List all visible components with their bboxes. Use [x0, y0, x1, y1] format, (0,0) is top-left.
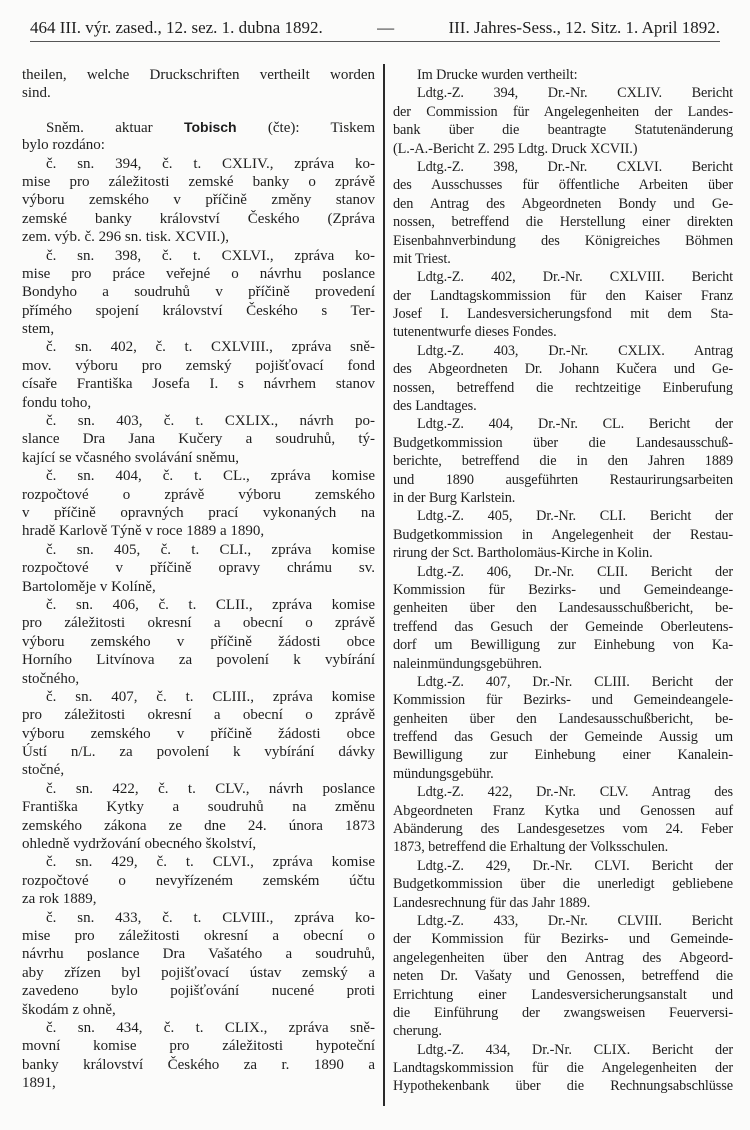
text-line: Kommission für Bezirks- und Gemeindeangele-: [393, 692, 733, 709]
header-czech-session: III. výr. zased., 12. sez. 1. dubna 1892.: [59, 18, 323, 37]
paragraph: [22, 155, 375, 247]
paragraph: [22, 412, 375, 467]
paragraph: [22, 541, 375, 596]
text-line: Bewilligung zur Einhebung einer Kanalein-: [393, 747, 733, 764]
text-line: rirung der Sct. Bartholomäus-Kirche in Kolin.: [393, 545, 653, 562]
text-line: Ldtg.-Z. 407, Dr.-Nr. CLIII. Bericht der: [417, 673, 733, 690]
text-line: Abänderung des Landesgesetzes vom 24. Feber: [393, 821, 733, 838]
paragraph: [393, 66, 733, 84]
text-line: cherung.: [393, 1023, 442, 1040]
text-line: rozpočtové o zprávě výboru zemského: [22, 486, 375, 503]
paragraph: [393, 342, 733, 416]
text-line: Bondyho a soudruhů v příčině provedení: [22, 284, 375, 301]
paragraph: [22, 909, 375, 1019]
text-line: Hypothekenbank über die Rechnungsabschlüsse: [393, 1078, 733, 1095]
text-line: der Landtagskommission für den Kaiser Franz: [393, 287, 733, 304]
text-line: theilen, welche Druckschriften vertheilt worden: [22, 67, 375, 83]
text-line: Horního Litvínova za povolení k vybírání: [22, 652, 375, 669]
german-column: [393, 66, 733, 1096]
text-line: stočného,: [22, 670, 80, 687]
text-line: nossen, betreffend die rechtzeitige Einberufung: [393, 379, 733, 396]
paragraph: [393, 158, 733, 268]
text-line: v příčině opravných prací vykonaných na: [22, 504, 375, 521]
text-line: den Antrag des Abgeordneten Bondy und Ge-: [393, 195, 733, 212]
text-line: č. sn. 406, č. t. CLII., zpráva komise: [46, 596, 375, 613]
paragraph: [393, 912, 733, 1041]
text-line: sind.: [22, 85, 51, 102]
text-line: bank über die beantragte Statutenänderung: [393, 122, 733, 139]
text-line: mise pro záležitosti zemské banky o zprávě: [22, 173, 375, 190]
text-line: škodám z ohně,: [22, 1001, 116, 1018]
text-line: č. sn. 434, č. t. CLIX., zpráva sně-: [46, 1019, 375, 1036]
text-line: movní komise pro záležitosti hypoteční: [22, 1038, 375, 1055]
text-line: Sněm. aktuar Tobisch (čte): Tiskem: [46, 118, 375, 136]
column-divider: [383, 64, 385, 1106]
czech-column: [22, 66, 375, 1092]
text-line: návrhu poslance Dra Vašatého a soudruhů,: [22, 946, 375, 963]
text-line: zemské banky království Českého (Zpráva: [22, 210, 375, 227]
text-line: Abgeordneten Franz Kytka und Genossen auf: [393, 802, 733, 819]
text-line: Josef I. Landesversicherungsfond mit dem Sta-: [393, 306, 733, 323]
text-line: banky království Českého za r. 1890 a: [22, 1056, 375, 1073]
text-line: in der Burg Karlstein.: [393, 489, 516, 506]
text-line: č. sn. 398, č. t. CXLVI., zpráva ko-: [46, 247, 375, 264]
paragraph: [393, 783, 733, 857]
text-line: č. sn. 403, č. t. CXLIX., návrh po-: [46, 413, 375, 430]
paragraph: [393, 415, 733, 507]
paragraph: [22, 118, 375, 155]
text-line: Ldtg.-Z. 403, Dr.-Nr. CXLIX. Antrag: [417, 342, 733, 359]
text-line: č. sn. 407, č. t. CLIII., zpráva komise: [46, 688, 375, 705]
text-line: Františka Kytky a soudruhů na změnu: [22, 799, 375, 816]
text-line: Kommission für Bezirks- und Gemeindeange-: [393, 581, 733, 598]
text-line: č. sn. 394, č. t. CXLIV., zpráva ko-: [46, 155, 375, 172]
text-line: Landesrechnung für das Jahr 1889.: [393, 894, 591, 911]
text-line: č. sn. 404, č. t. CL., zpráva komise: [46, 468, 375, 485]
text-line: des Ausschusses für öffentliche Arbeiten über: [393, 177, 733, 194]
text-line: Ldtg.-Z. 406, Dr.-Nr. CLII. Bericht der: [417, 563, 733, 580]
paragraph: [22, 853, 375, 908]
text-line: Bartoloměje v Kolíně,: [22, 578, 156, 595]
text-line: Ldtg.-Z. 398, Dr.-Nr. CXLVI. Bericht: [417, 158, 733, 175]
text-line: Budgetkommission in Angelegenheit der Restau-: [393, 526, 733, 543]
text-line: 1891,: [22, 1075, 56, 1092]
text-line: ohledně vydržování obecného školství,: [22, 836, 257, 853]
paragraph: [393, 673, 733, 783]
text-line: Ldtg.-Z. 422, Dr.-Nr. CLV. Antrag des: [417, 784, 733, 801]
text-line: mit Triest.: [393, 250, 451, 267]
text-line: výboru zemského v příčině žádosti obce: [22, 633, 375, 650]
text-line: genheiten über den Landesausschußbericht, be-: [393, 710, 733, 727]
text-line: mündungsgebühr.: [393, 765, 494, 782]
text-line: dorf um Bewilligung zur Einhebung von Ka-: [393, 637, 733, 654]
text-line: Ldtg.-Z. 402, Dr.-Nr. CXLVIII. Bericht: [417, 269, 733, 286]
text-line: der Commission für Angelegenheiten der Landes-: [393, 103, 733, 120]
paragraph: [22, 596, 375, 688]
text-line: Ldtg.-Z. 405, Dr.-Nr. CLI. Bericht der: [417, 508, 733, 525]
text-line: č. sn. 402, č. t. CXLVIII., zpráva sně-: [46, 339, 375, 356]
text-line: císaře Františka Josefa I. s návrhem stanov: [22, 376, 375, 393]
text-line: Ústí n/L. za povolení k vybírání dávky: [22, 744, 375, 761]
paragraph: [393, 84, 733, 158]
paragraph: [393, 857, 733, 912]
text-line: tutenentwurfe dieses Fondes.: [393, 324, 557, 341]
text-line: bylo rozdáno:: [22, 137, 105, 154]
text-line: Budgetkommission über die unerledigt gebliebene: [393, 876, 733, 893]
speaker-name: Tobisch: [183, 118, 237, 135]
paragraph: [393, 563, 733, 673]
text-line: Ldtg.-Z. 429, Dr.-Nr. CLVI. Bericht der: [417, 857, 733, 874]
text-line: naleinmündungsgebühren.: [393, 655, 542, 672]
paragraph: [22, 66, 375, 103]
text-line: der Kommission für Bezirks- und Gemeinde-: [393, 931, 733, 948]
text-line: zavedeno bylo pojišťování nucené proti: [22, 983, 375, 1000]
text-line: neten Dr. Vašaty und Genossen, betreffend die: [393, 968, 733, 985]
paragraph: [393, 268, 733, 342]
text-line: Budgetkommission über die Landesausschuß-: [393, 434, 733, 451]
paragraph: [22, 780, 375, 854]
text-line: Im Drucke wurden vertheilt:: [417, 67, 578, 83]
header-czech: [30, 18, 323, 38]
text-line: fondu toho,: [22, 394, 92, 411]
paragraph: [393, 1041, 733, 1096]
text-line: mov. výboru pro zemský pojišťovací fond: [22, 357, 375, 374]
text-line: und 1890 ausgeführten Restaurirungsarbeiten: [393, 471, 733, 488]
text-line: stem,: [22, 321, 55, 338]
text-line: die Einführung der zwangsweisen Feuerversi-: [393, 1004, 733, 1021]
text-line: Landtagskommission für die Angelegenheiten der: [393, 1060, 733, 1077]
text-line: mise pro záležitosti okresní a obecní o: [22, 927, 375, 944]
text-line: angelegenheiten über den Antrag des Abgeord-: [393, 949, 733, 966]
text-line: výboru zemského v příčině žádosti obce: [22, 725, 375, 742]
text-line: aby zřízen byl pojišťovací ústav zemský a: [22, 964, 375, 981]
running-header: [30, 18, 720, 42]
text-line: berichte, betreffend die in den Jahren 1889: [393, 453, 733, 470]
text-line: genheiten über den Landesausschußbericht, be-: [393, 600, 733, 617]
text-line: výboru zemského v příčině změny stanov: [22, 192, 375, 209]
text-line: rozpočtové o nevyřízeném zemském účtu: [22, 872, 375, 889]
text-line: Ldtg.-Z. 433, Dr.-Nr. CLVIII. Bericht: [417, 912, 733, 929]
text-line: č. sn. 433, č. t. CLVIII., zpráva ko-: [46, 909, 375, 926]
text-line: des Abgeordneten Dr. Johann Kučera und Ge-: [393, 361, 733, 378]
header-german-session: III. Jahres-Sess., 12. Sitz. 1. April 1892.: [448, 18, 720, 37]
text-line: rozpočtové v příčině opravy chrámu sv.: [22, 560, 375, 577]
text-line: stočné,: [22, 762, 65, 779]
text-line: pro záležitosti okresní a obecní o zprávě: [22, 707, 375, 724]
text-line: treffend das Gesuch der Gemeinde Oberleutens-: [393, 618, 733, 635]
text-line: slance Dra Jana Kučery a soudruhů, tý-: [22, 431, 375, 448]
text-line: nossen, betreffend die Herstellung einer direkten: [393, 214, 733, 231]
text-line: Ldtg.-Z. 404, Dr.-Nr. CL. Bericht der: [417, 416, 733, 433]
paragraph: [22, 338, 375, 412]
text-line: zem. výb. č. 296 sn. tisk. XCVII.),: [22, 229, 230, 246]
text-line: č. sn. 422, č. t. CLV., návrh poslance: [46, 780, 375, 797]
text-line: zemského zákona ze dne 24. února 1873: [22, 817, 375, 834]
paragraph: [22, 1019, 375, 1093]
text-line: přímého spojení království Českého s Ter-: [22, 302, 375, 319]
paragraph: [393, 507, 733, 562]
text-line: Ldtg.-Z. 434, Dr.-Nr. CLIX. Bericht der: [417, 1041, 733, 1058]
text-line: Ldtg.-Z. 394, Dr.-Nr. CXLIV. Bericht: [417, 85, 733, 102]
text-line: des Landtages.: [393, 398, 477, 415]
text-line: treffend das Gesuch der Gemeinde Aussig um: [393, 729, 733, 746]
text-line: kající se včasného svolávání sněmu,: [22, 449, 240, 466]
text-line: 1873, betreffend die Erhaltung der Volksschulen.: [393, 839, 669, 856]
text-line: Errichtung einer Landesversicherungsanstalt und: [393, 986, 733, 1003]
header-separator: —: [377, 18, 395, 37]
paragraph: [22, 688, 375, 780]
text-line: Eisenbahnverbindung des Königreiches Böhmen: [393, 232, 733, 249]
page-number: 464: [30, 18, 56, 37]
text-line: (L.-A.-Bericht Z. 295 Ldtg. Druck XCVII.): [393, 140, 638, 157]
text-line: č. sn. 405, č. t. CLI., zpráva komise: [46, 541, 375, 558]
text-line: hradě Karlově Týně v roce 1889 a 1890,: [22, 523, 265, 540]
text-line: č. sn. 429, č. t. CLVI., zpráva komise: [46, 854, 375, 871]
paragraph: [22, 247, 375, 339]
text-line: mise pro práce veřejné o návrhu poslance: [22, 265, 375, 282]
paragraph: [22, 467, 375, 541]
text-line: pro záležitosti okresní a obecní o zprávě: [22, 615, 375, 632]
text-line: za rok 1889,: [22, 891, 97, 908]
